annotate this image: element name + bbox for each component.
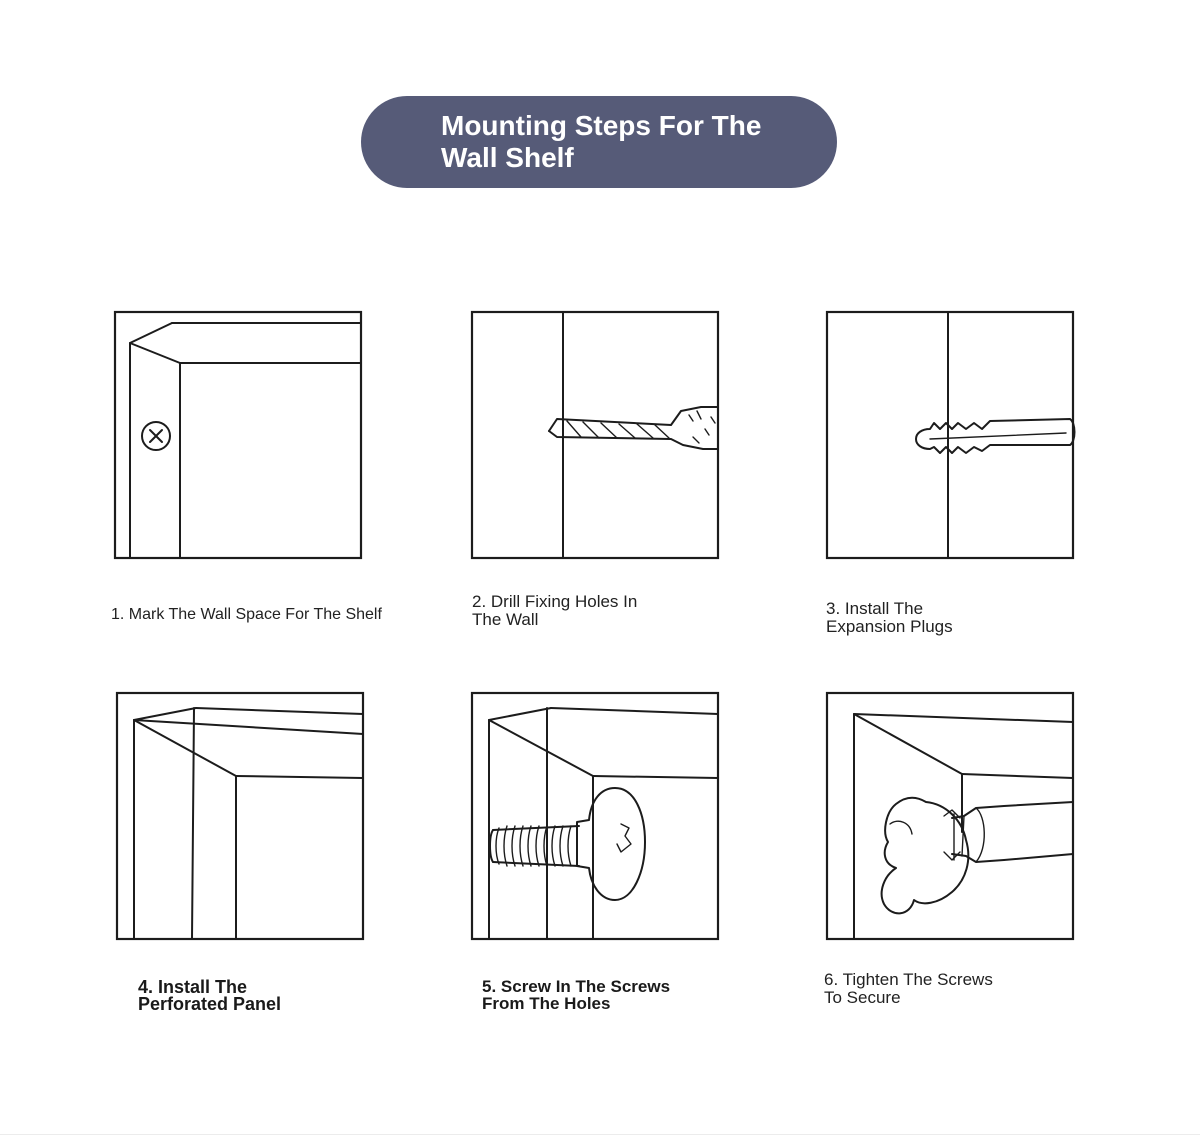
screwdriver-icon	[826, 692, 1074, 940]
step-1-label: 1. Mark The Wall Space For The Shelf	[111, 606, 382, 623]
step-4-panel	[116, 692, 364, 940]
title-line-1: Mounting Steps For The	[441, 110, 762, 141]
step-6-label-line-1: 6. Tighten The Screws	[824, 970, 993, 989]
step-5-label-line-1: 5. Screw In The Screws	[482, 977, 671, 996]
step-6-panel	[826, 692, 1074, 940]
step-3-caption	[826, 600, 953, 636]
step-2-caption	[472, 593, 637, 629]
step-4-label-line-1: 4. Install The	[138, 977, 248, 997]
divider	[0, 1134, 1200, 1135]
step-6-caption	[824, 971, 993, 1007]
drill-bit-icon	[471, 311, 719, 559]
page-title	[441, 110, 801, 174]
perforated-panel-icon	[116, 692, 364, 940]
step-5-panel	[471, 692, 719, 940]
expansion-plug-icon	[826, 311, 1074, 559]
step-2-panel	[471, 311, 719, 559]
step-4-caption	[138, 979, 281, 1013]
title-line-2: Wall Shelf	[441, 142, 574, 173]
step-1-panel	[114, 311, 362, 559]
step-3-label-line-1: 3. Install The	[826, 599, 924, 618]
step-5-caption	[482, 978, 670, 1012]
step-3-label-line-2: Expansion Plugs	[826, 617, 953, 636]
step-6-label-line-2: To Secure	[824, 988, 901, 1007]
step-2-label-line-1: 2. Drill Fixing Holes In	[472, 592, 638, 611]
step-5-label-line-2: From The Holes	[482, 994, 611, 1013]
wall-corner-mark-icon	[114, 311, 362, 559]
step-2-label-line-2: The Wall	[472, 610, 539, 629]
step-4-label-line-2: Perforated Panel	[138, 994, 282, 1014]
screw-icon	[471, 692, 719, 940]
title-banner	[361, 96, 837, 188]
step-1-caption	[111, 606, 382, 624]
step-3-panel	[826, 311, 1074, 559]
